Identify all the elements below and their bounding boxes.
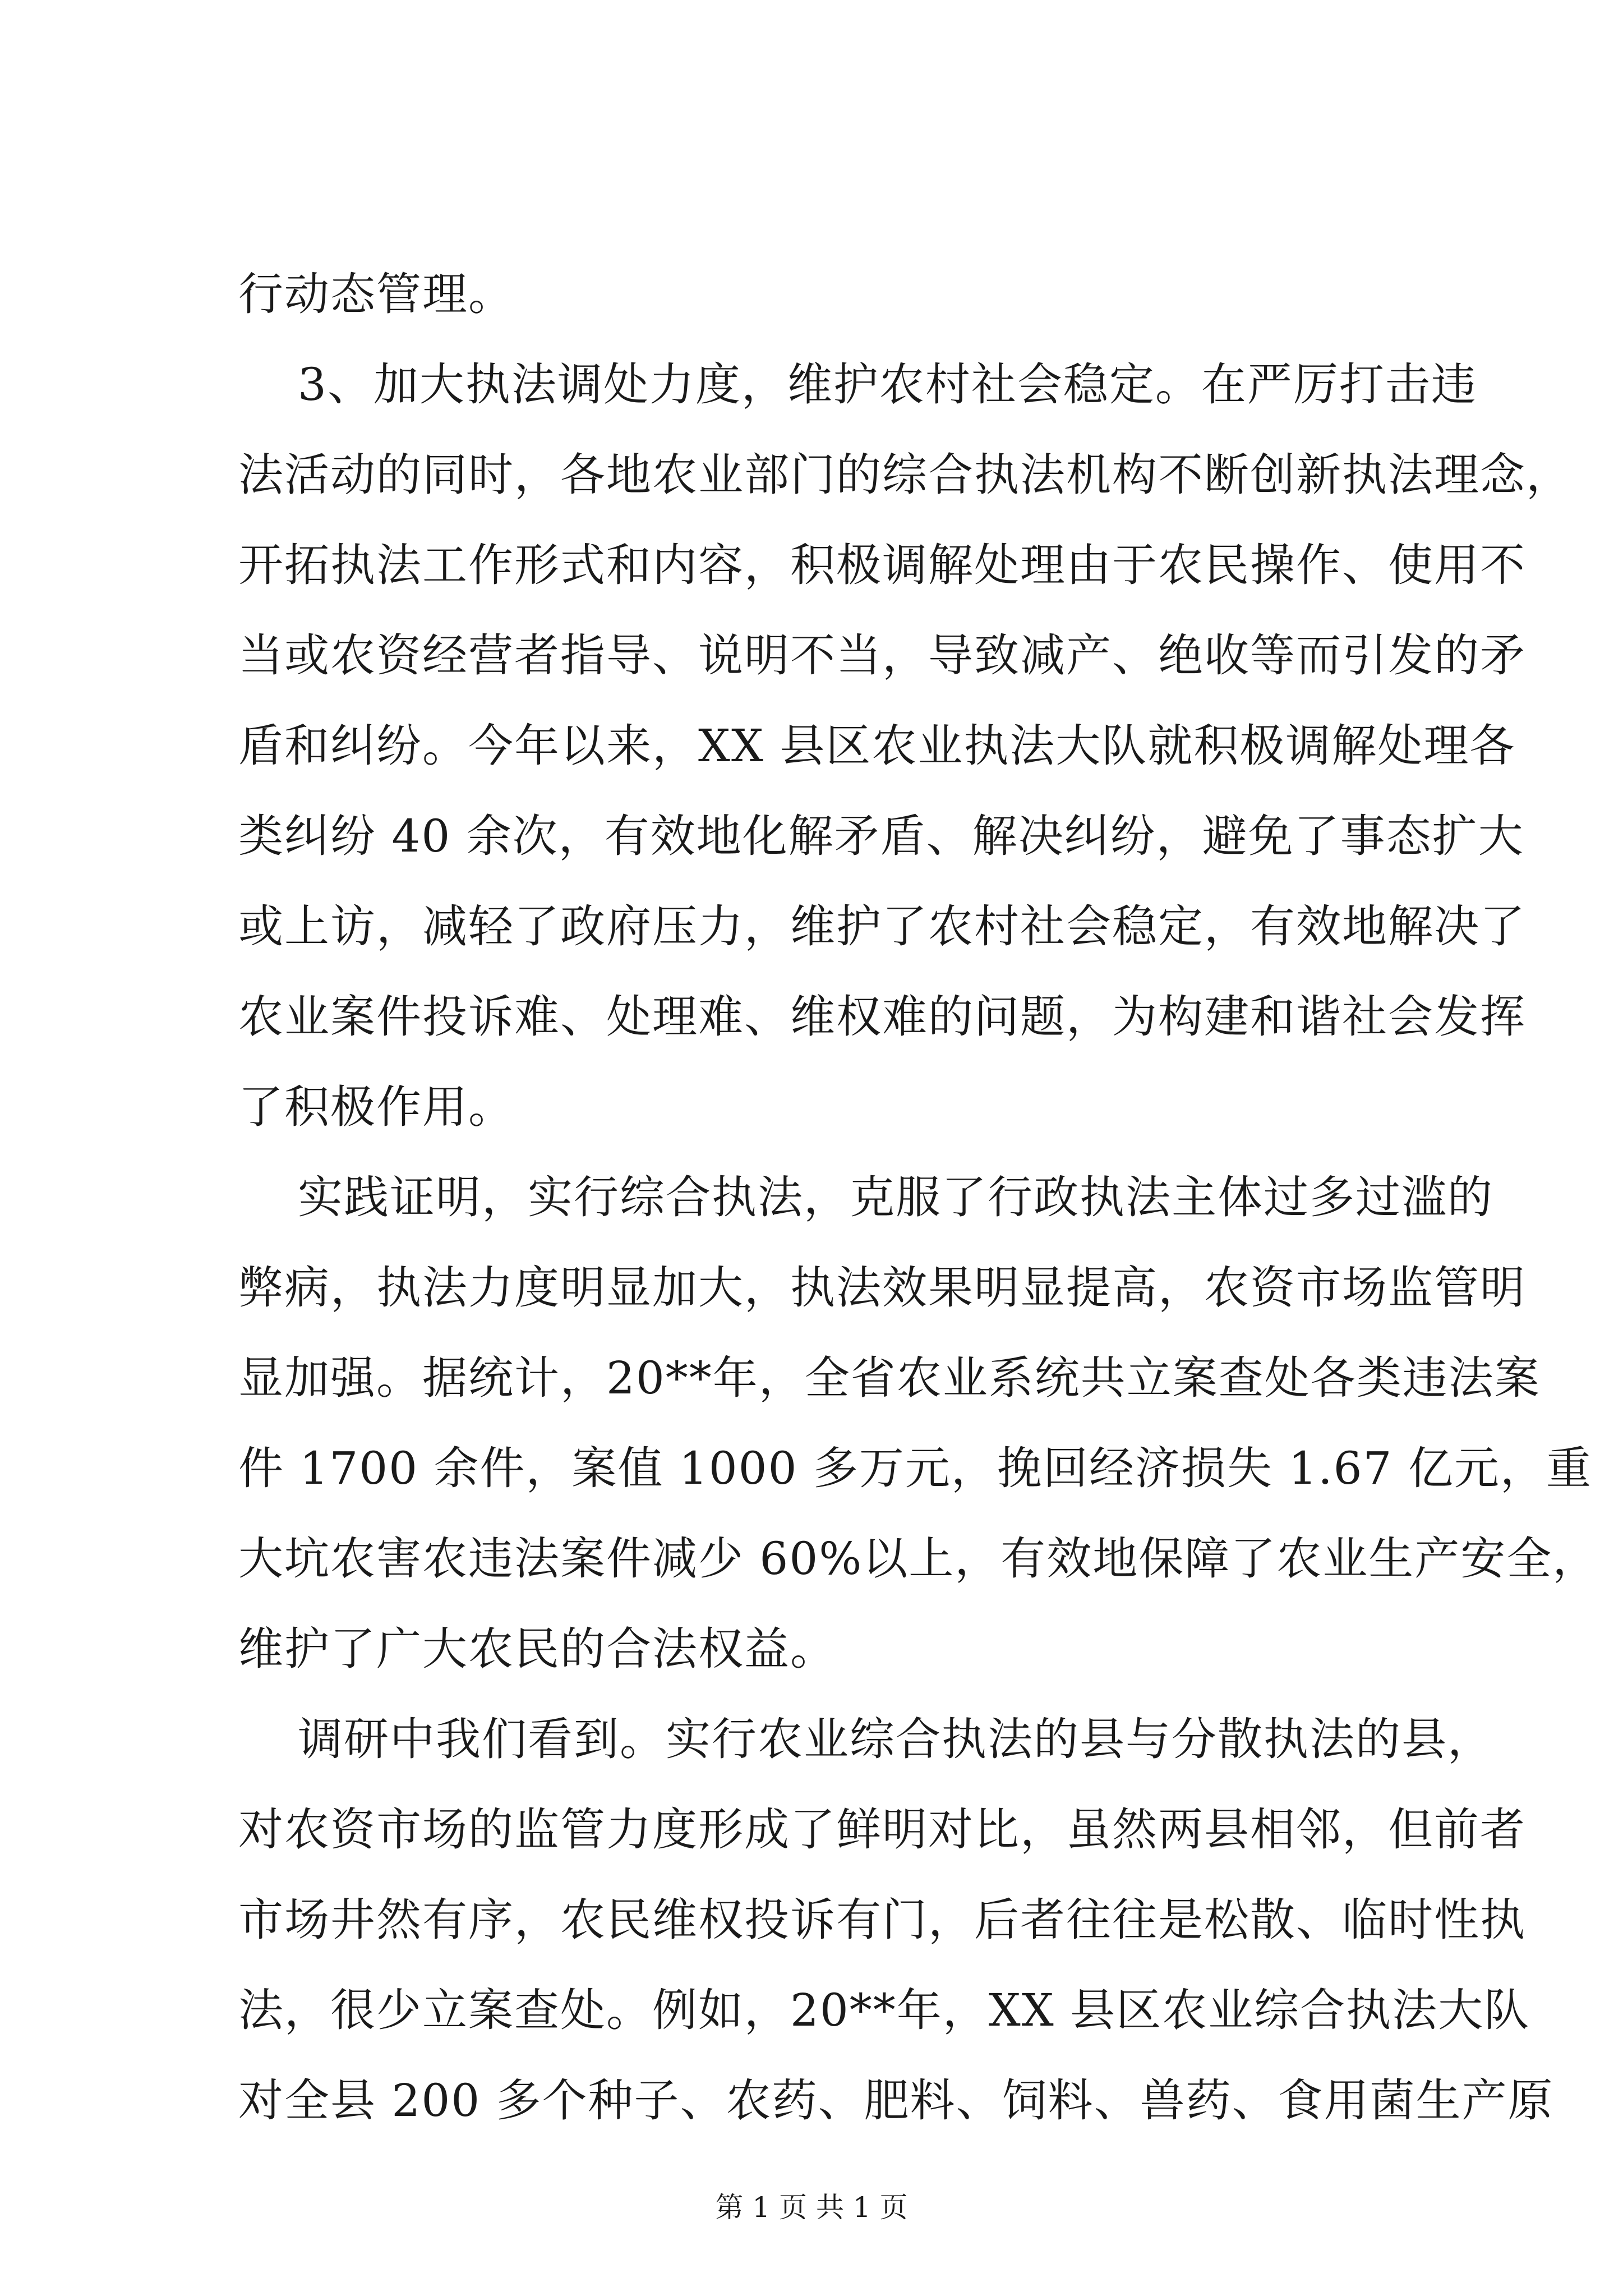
text-line-content: 维护了广大农民的合法权益。 — [238, 1623, 836, 1675]
text-line-content: 法活动的同时，各地农业部门的综合执法机构不断创新执法理念， — [238, 449, 1572, 501]
text-line-content: 3、加大执法调处力度，维护农村社会稳定。在严厉打击违 — [298, 358, 1477, 411]
text-line-content: 市场井然有序，农民维权投诉有门，后者往往是松散、临时性执 — [238, 1894, 1526, 1946]
text-line-content: 对全县 200 多个种子、农药、肥料、饲料、兽药、食用菌生产原 — [238, 2074, 1554, 2127]
text-line-content: 弊病，执法力度明显加大，执法效果明显提高，农资市场监管明 — [238, 1262, 1526, 1314]
text-line-content: 了积极作用。 — [238, 1081, 514, 1133]
text-line-content: 大坑农害农违法案件减少 60%以上，有效地保障了农业生产安全， — [238, 1533, 1599, 1585]
text-line-content: 件 1700 余件，案值 1000 多万元，挽回经济损失 1.67 亿元，重 — [238, 1442, 1592, 1494]
text-line-content: 盾和纠纷。今年以来，XX 县区农业执法大队就积极调解处理各 — [238, 720, 1516, 772]
text-line-content: 调研中我们看到。实行农业综合执法的县与分散执法的县， — [298, 1713, 1493, 1765]
page-number-footer: 第 1 页 共 1 页 — [715, 2191, 908, 2224]
text-line-content: 实践证明，实行综合执法，克服了行政执法主体过多过滥的 — [298, 1171, 1493, 1223]
text-line-content: 当或农资经营者指导、说明不当，导致减产、绝收等而引发的矛 — [238, 629, 1526, 682]
text-line-content: 开拓执法工作形式和内容，积极调解处理由于农民操作、使用不 — [238, 539, 1526, 591]
text-line-content: 类纠纷 40 余次，有效地化解矛盾、解决纠纷，避免了事态扩大 — [238, 810, 1524, 862]
text-line-content: 法，很少立案查处。例如，20**年，XX 县区农业综合执法大队 — [238, 1984, 1530, 2036]
text-line-content: 农业案件投诉难、处理难、维权难的问题，为构建和谐社会发挥 — [238, 991, 1526, 1043]
text-line-content: 或上访，减轻了政府压力，维护了农村社会稳定，有效地解决了 — [238, 900, 1526, 953]
text-line-content: 行动态管理。 — [238, 268, 514, 320]
text-line-content: 对农资市场的监管力度形成了鲜明对比，虽然两县相邻，但前者 — [238, 1803, 1526, 1856]
text-line-content: 显加强。据统计，20**年，全省农业系统共立案查处各类违法案 — [238, 1352, 1541, 1404]
